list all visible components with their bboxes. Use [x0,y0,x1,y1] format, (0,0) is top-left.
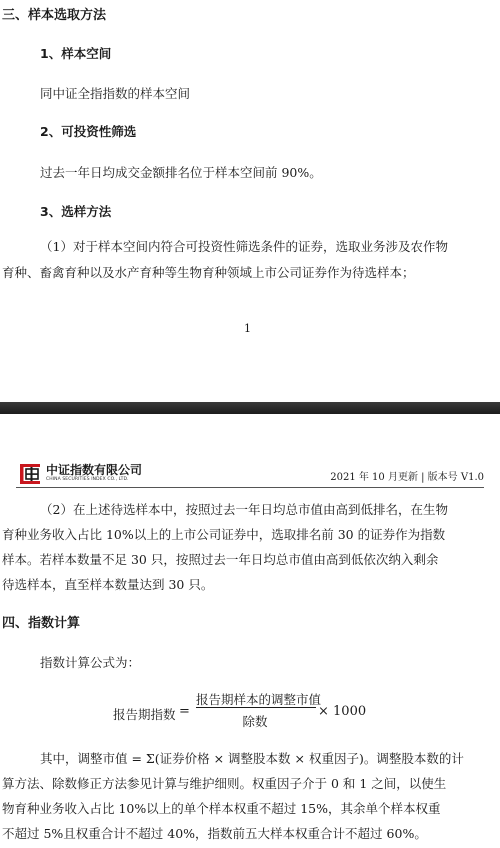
para1-line2: 育种、畜禽育种以及水产育种等生物育种领域上市公司证券作为待选样本； [2,265,415,280]
update-version-info: 2021 年 10 月更新 | 版本号 V1.0 [330,472,484,483]
para3-line3: 物育种业务收入占比 10%以上的单个样本权重不超过 15%，其余单个样本权重 [2,801,441,816]
subsection3-heading: 3、选样方法 [40,204,112,219]
fraction-bar [196,707,316,708]
logo-chinese-name: 中证指数有限公司 [46,463,143,477]
para2-line2: 育种业务收入占比 10%以上的上市公司证券中，选取排名前 30 的证券作为指数 [2,527,446,542]
section3-heading: 三、样本选取方法 [2,8,107,23]
subsection2-text: 过去一年日均成交金额排名位于样本空间前 90%。 [40,165,322,180]
subsection1-heading: 1、样本空间 [40,46,112,61]
para3-line2: 算方法、除数修正方法参见计算与维护细则。权重因子介于 0 和 1 之间，以使生 [2,776,447,791]
formula-intro: 指数计算公式为： [40,655,141,670]
page-number: 1 [244,322,251,335]
subsection1-text: 同中证全指指数的样本空间 [40,86,191,101]
para3-line4: 不超过 5%且权重合计不超过 40%，指数前五大样本权重合计不超过 60%。 [2,826,427,841]
section4-heading: 四、指数计算 [2,616,81,631]
formula-numerator: 报告期样本的调整市值 [196,692,322,707]
formula-equals: = [179,704,190,719]
para1-line1: （1）对于样本空间内符合可投资性筛选条件的证券，选取业务涉及农作物 [40,239,448,254]
para2-line3: 样本。若样本数量不足 30 只，按照过去一年日均总市值由高到低依次纳入剩余 [2,552,439,567]
para2-line1: （2）在上述待选样本中，按照过去一年日均总市值由高到低排名，在生物 [40,502,448,517]
para3-line1: 其中，调整市值 = Σ(证券价格 × 调整股本数 × 权重因子)。调整股本数的计 [40,751,464,766]
logo-mark-icon [20,463,42,485]
formula-denominator: 除数 [242,714,268,729]
page-separator-band [0,402,500,414]
formula-lhs: 报告期指数 [113,707,176,722]
logo-english-name: CHINA SECURITIES INDEX CO., LTD. [46,477,129,482]
subsection2-heading: 2、可投资性筛选 [40,124,137,139]
para2-line4: 待选样本，直至样本数量达到 30 只。 [2,577,214,592]
company-logo [20,463,170,487]
formula-multiplier: × 1000 [318,704,367,719]
header-divider [16,487,484,488]
